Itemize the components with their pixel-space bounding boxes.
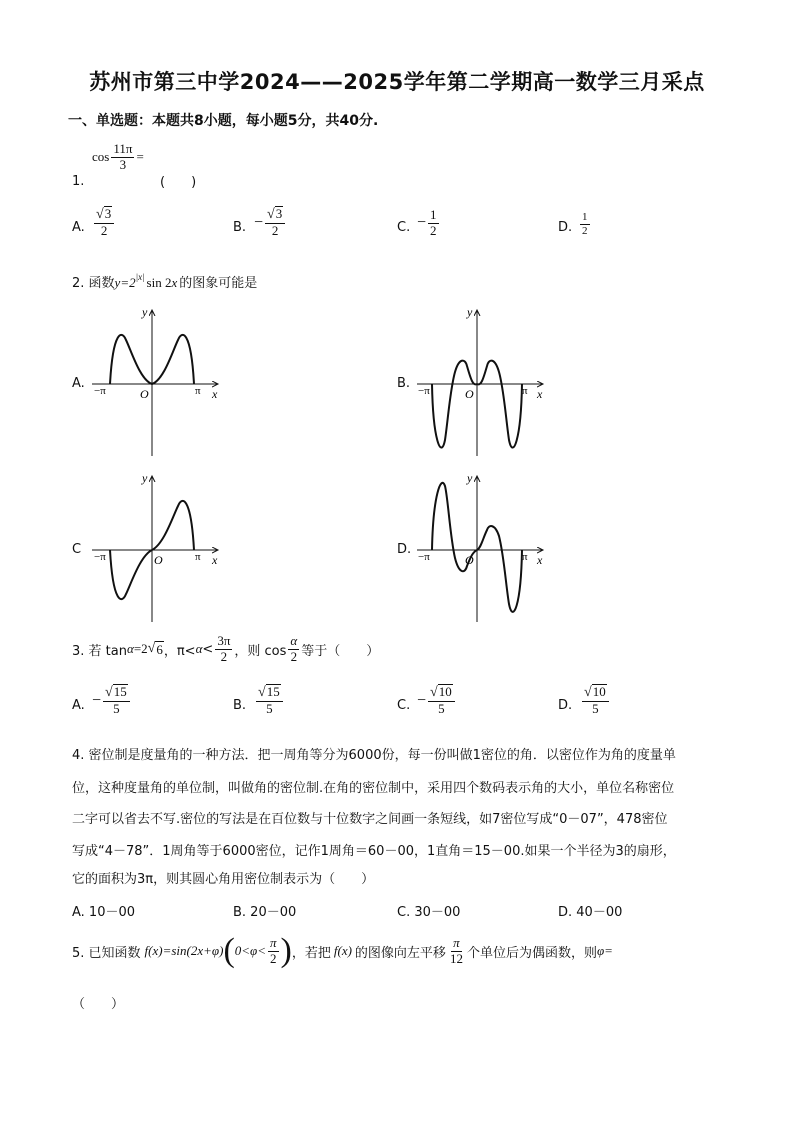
q1-option-a-label: A. <box>72 220 85 235</box>
q3-c-den: 5 <box>438 701 445 717</box>
q3-b-den: 5 <box>266 701 273 717</box>
q3-alpha-2: α <box>195 641 203 657</box>
q5-pi: π <box>270 934 277 950</box>
q1-d-num: 1 <box>582 211 588 223</box>
q5-pi-2: π <box>453 934 460 950</box>
q1-frac-den: 3 <box>119 156 127 172</box>
q5-phi: φ= <box>596 943 613 958</box>
q4-line-3: 二字可以省去不写.密位的写法是在百位数与十位数字之间画一条短线，如7密位写成“0－07”，478密位 <box>72 812 668 827</box>
origin-label: O <box>154 553 163 567</box>
q3-prefix: 3. 若 tan <box>72 643 127 659</box>
q3-half-alpha: α <box>290 633 298 648</box>
q2-x: x <box>171 275 178 290</box>
q1-c-den: 2 <box>430 222 437 238</box>
pi-label: π <box>195 551 201 563</box>
q1-cos: cos <box>92 149 110 165</box>
q3-stem: 3. 若 tan α =2 √ 6 ，π< α < $\frac{3\pi}{2}$ ，则 cos $\frac{\alpha}{2}$ 等于（ ） <box>72 633 380 664</box>
pi-label: π <box>195 385 201 397</box>
q2-suffix: 的图象可能是 <box>179 276 258 291</box>
q2-option-a-label: A. <box>72 376 85 391</box>
q3-rad6: 6 <box>156 641 163 657</box>
q3-b-rad: 15 <box>266 684 280 699</box>
q5-stem: 5. 已知函数 f(x)=sin(2x+φ) ( 0<φ< $\frac{\pi}{2}$ ) ，若把 f(x) 的图像向左平移 $\frac{\pi}{12}$ 个单位后为偶函数，则 φ= <box>72 932 613 969</box>
q5-fx: f(x)=sin(2x+φ) <box>144 943 224 958</box>
q1-equals: = <box>136 149 144 165</box>
q3-tail: 等于（ ） <box>301 643 380 659</box>
q1-option-b-value: − $\frac{√3}{2}$ <box>254 206 287 239</box>
q5-paren: （ ） <box>72 997 125 1012</box>
q5-two: 2 <box>270 950 277 966</box>
q1-option-c-label: C. <box>397 220 411 235</box>
q3-a-sign: − <box>92 691 102 709</box>
q1-option-a-value: $\frac{√3}{2}$ <box>92 206 116 239</box>
q1-d-den: 2 <box>582 224 588 237</box>
q4-line-1: 4. 密位制是度量角的一种方法．把一周角等分为6000份，每一份叫做1密位的角．以密位作为角的度量单 <box>72 748 676 763</box>
q3-option-c-label: C. <box>397 698 411 713</box>
q1-b-den: 2 <box>271 223 279 239</box>
q1-a-den: 2 <box>100 223 108 239</box>
q2-sin: sin 2 <box>146 275 172 290</box>
q3-option-c-value: − $\frac{√10}{5}$ <box>417 684 457 717</box>
q3-three-pi: 3π <box>217 633 231 648</box>
q1-expression <box>92 142 144 173</box>
q3-option-d-label: D. <box>558 698 573 713</box>
q3-then: ，则 cos <box>234 643 287 659</box>
q5-cond: 0<φ< <box>234 943 267 958</box>
q2-option-b-label: B. <box>397 376 411 391</box>
q5-tail: 个单位后为偶函数，则 <box>466 945 597 961</box>
pi-label: π <box>522 385 528 397</box>
q1-option-b-label: B. <box>233 220 247 235</box>
q1-option-d-value <box>578 211 592 237</box>
x-label: x <box>537 553 543 567</box>
q5-prefix: 5. 已知函数 <box>72 945 141 961</box>
q3-d-den: 5 <box>592 701 599 717</box>
q1-frac-num: 11π <box>113 141 133 156</box>
q3-option-b-value: $\frac{√15}{5}$ <box>254 684 285 717</box>
q5-mid2: 的图像向左平移 <box>354 945 446 961</box>
q2-graph-a <box>90 300 230 460</box>
neg-pi-label: −π <box>94 385 106 397</box>
neg-pi-label: −π <box>418 385 430 397</box>
q2-stem <box>72 272 257 291</box>
y-label: y <box>142 471 148 485</box>
origin-label: O <box>140 387 149 401</box>
y-label: y <box>467 471 473 485</box>
q3-option-d-value: $\frac{√10}{5}$ <box>580 684 611 717</box>
q2-graph-b <box>415 300 555 460</box>
q1-option-d-label: D. <box>558 220 573 235</box>
q3-two: 2 <box>220 648 228 664</box>
x-label: x <box>537 387 543 401</box>
q3-option-a-label: A. <box>72 698 85 713</box>
q4-line-5: 它的面积为3π，则其圆心角用密位制表示为（ ） <box>72 872 375 887</box>
q3-c-sign: − <box>417 691 427 709</box>
q2-option-c-label: C <box>72 542 82 557</box>
x-label: x <box>212 553 218 567</box>
q5-mid: ，若把 <box>291 945 331 961</box>
section-heading: 一、单选题：本题共8小题，每小题5分，共40分. <box>68 113 379 129</box>
q5-twelve: 12 <box>449 950 463 966</box>
q1-b-rad: 3 <box>275 206 283 221</box>
neg-pi-label: −π <box>418 551 430 563</box>
q3-d-rad: 10 <box>592 684 606 699</box>
q2-prefix: 2. 函数 <box>72 276 115 291</box>
q3-a-rad: 15 <box>113 684 127 699</box>
q4-option-b: B. 20－00 <box>233 905 297 920</box>
q4-line-4: 写成“4－78”．1周角等于6000密位，记作1周角＝60－00，1直角＝15－00.如果一个半径为3的扇形， <box>72 844 676 859</box>
q3-eq: =2 <box>133 641 148 657</box>
x-label: x <box>212 387 218 401</box>
q3-cond1: ，π< <box>163 643 196 659</box>
q1-a-rad: 3 <box>104 206 112 221</box>
q3-cond2: < <box>202 641 214 657</box>
q2-graph-d <box>415 466 555 626</box>
origin-label: O <box>465 387 474 401</box>
origin-label: O <box>465 553 474 567</box>
q1-c-num: 1 <box>430 207 437 222</box>
q1-b-sign: − <box>254 213 264 231</box>
q5-fx2: f(x) <box>333 943 352 958</box>
q1-fraction <box>111 142 134 173</box>
q3-c-rad: 10 <box>438 684 452 699</box>
q3-half-two: 2 <box>290 648 298 664</box>
q2-func: y=2 <box>114 275 136 290</box>
q3-alpha: α <box>126 641 134 657</box>
q2-option-d-label: D. <box>397 542 412 557</box>
q3-a-den: 5 <box>113 701 120 717</box>
q4-line-2: 位，这种度量角的单位制，叫做角的密位制.在角的密位制中，采用四个数码表示角的大小，单位名称密位 <box>72 781 675 796</box>
neg-pi-label: −π <box>94 551 106 563</box>
y-label: y <box>467 305 473 319</box>
q4-option-c: C. 30－00 <box>397 905 461 920</box>
q1-paren: ( ) <box>160 175 197 190</box>
q2-exp: |x| <box>135 272 145 282</box>
pi-label: π <box>522 551 528 563</box>
q2-graph-c <box>90 466 230 626</box>
q3-option-b-label: B. <box>233 698 247 713</box>
q4-option-d: D. 40－00 <box>558 905 623 920</box>
y-label: y <box>142 305 148 319</box>
q1-number: 1. <box>72 174 85 189</box>
page-title: 苏州市第三中学2024——2025学年第二学期高一数学三月采点 <box>89 70 705 94</box>
q4-option-a: A. 10－00 <box>72 905 136 920</box>
q1-c-sign: − <box>417 214 427 232</box>
q1-option-c-value <box>417 208 441 239</box>
q3-option-a-value: − $\frac{√15}{5}$ <box>92 684 132 717</box>
